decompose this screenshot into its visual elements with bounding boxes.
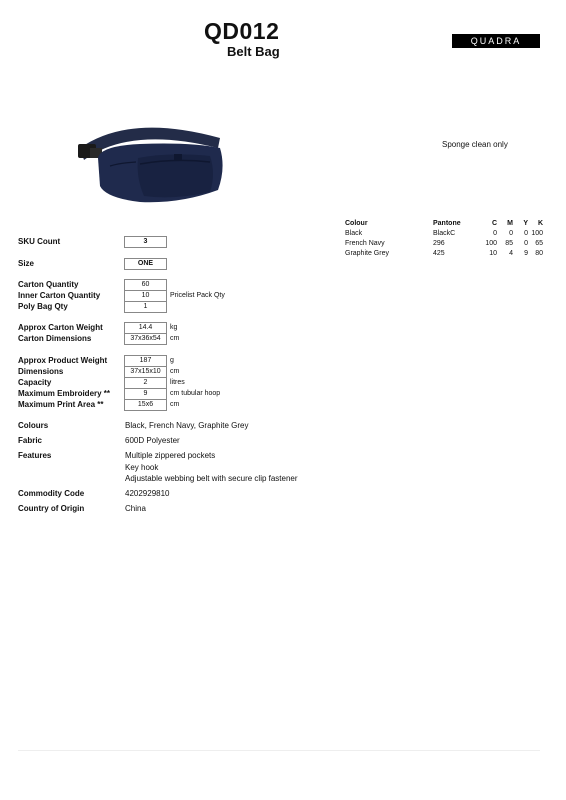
max-print-label: Maximum Print Area ** [18, 400, 104, 409]
carton-weight-value: 14.4 [124, 322, 167, 334]
feature-item: Adjustable webbing belt with secure clip fastener [125, 474, 298, 483]
fabric-value: 600D Polyester [125, 436, 180, 445]
carton-dims-value: 37x36x54 [124, 333, 167, 345]
carton-qty-label: Carton Quantity [18, 280, 79, 289]
max-print-value: 15x6 [124, 399, 167, 411]
product-weight-value: 187 [124, 355, 167, 367]
max-embroidery-value: 9 [124, 388, 167, 400]
cell-colour: French Navy [345, 240, 385, 247]
cell-k: 65 [535, 240, 543, 247]
max-embroidery-label: Maximum Embroidery ** [18, 389, 111, 398]
colours-label: Colours [18, 421, 49, 430]
cell-pantone: 296 [433, 240, 445, 247]
cell-y: 0 [524, 230, 528, 237]
product-weight-label: Approx Product Weight [18, 356, 108, 365]
cell-k: 100 [531, 230, 543, 237]
colour-table-header [345, 220, 545, 230]
header-c: C [491, 220, 497, 227]
dimensions-value: 37x15x10 [124, 366, 167, 378]
header-m: M [507, 220, 513, 227]
origin-value: China [125, 504, 146, 513]
care-instructions: Sponge clean only [442, 140, 508, 149]
dimensions-unit: cm [170, 368, 180, 375]
capacity-value: 2 [124, 377, 167, 389]
header-k: K [537, 220, 543, 227]
table-row [345, 240, 545, 250]
feature-item: Key hook [125, 463, 159, 472]
sku-count-label: SKU Count [18, 237, 61, 246]
inner-carton-value: 10 [124, 290, 167, 302]
cell-k: 80 [535, 250, 543, 257]
colour-table [345, 220, 545, 260]
product-code: QD012 [204, 18, 280, 44]
carton-qty-value: 60 [124, 279, 167, 291]
cell-m: 4 [509, 250, 513, 257]
size-value: ONE [124, 258, 167, 270]
carton-weight-label: Approx Carton Weight [18, 323, 103, 332]
inner-carton-note: Pricelist Pack Qty [170, 292, 225, 299]
feature-item: Multiple zippered pockets [125, 451, 216, 460]
header-y: Y [523, 220, 528, 227]
cell-colour: Black [345, 230, 363, 237]
colours-value: Black, French Navy, Graphite Grey [125, 421, 249, 430]
inner-carton-label: Inner Carton Quantity [18, 291, 101, 300]
max-embroidery-unit: cm tubular hoop [170, 390, 221, 397]
table-row [345, 250, 545, 260]
capacity-label: Capacity [18, 378, 52, 387]
cell-pantone: 425 [433, 250, 445, 257]
max-print-unit: cm [170, 401, 180, 408]
product-name: Belt Bag [227, 44, 280, 59]
carton-dims-unit: cm [170, 335, 180, 342]
sku-count-value: 3 [124, 236, 167, 248]
poly-bag-value: 1 [124, 301, 167, 313]
commodity-label: Commodity Code [18, 489, 85, 498]
origin-label: Country of Origin [18, 504, 85, 513]
cell-c: 10 [489, 250, 497, 257]
brand-logo: QUADRA [452, 34, 540, 48]
features-label: Features [18, 451, 52, 460]
header-colour: Colour [345, 220, 368, 227]
fabric-label: Fabric [18, 436, 43, 445]
dimensions-label: Dimensions [18, 367, 64, 376]
cell-c: 0 [493, 230, 497, 237]
header-pantone: Pantone [433, 220, 461, 227]
cell-colour: Graphite Grey [345, 250, 389, 257]
cell-c: 100 [485, 240, 497, 247]
cell-y: 0 [524, 240, 528, 247]
size-label: Size [18, 259, 35, 268]
table-row [345, 230, 545, 240]
cell-m: 0 [509, 230, 513, 237]
commodity-value: 4202929810 [125, 489, 170, 498]
cell-m: 85 [505, 240, 513, 247]
poly-bag-label: Poly Bag Qty [18, 302, 68, 311]
capacity-unit: litres [170, 379, 185, 386]
cell-pantone: BlackC [433, 230, 456, 237]
product-weight-unit: g [170, 357, 174, 364]
cell-y: 9 [524, 250, 528, 257]
belt-bag-image [70, 108, 230, 208]
footer-divider [18, 750, 540, 751]
carton-dims-label: Carton Dimensions [18, 334, 92, 343]
carton-weight-unit: kg [170, 324, 178, 331]
